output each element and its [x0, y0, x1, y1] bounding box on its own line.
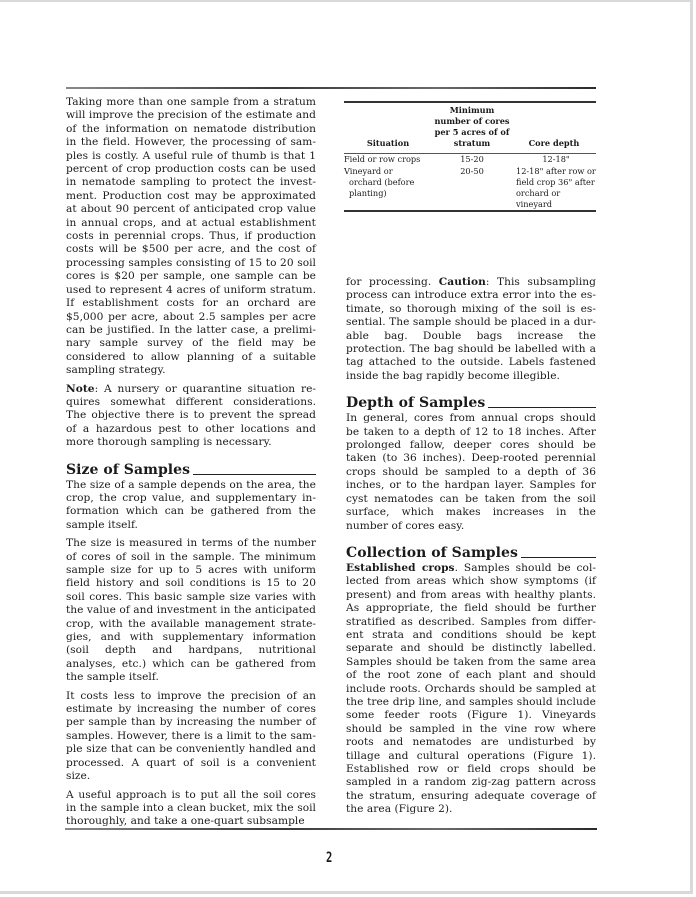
- left-column: [66, 96, 316, 829]
- cell-minimum-cores: 20-50: [460, 165, 484, 176]
- cell-situation: Field or row crops: [344, 154, 421, 165]
- table-row: [344, 154, 596, 165]
- heading-rule: [193, 474, 316, 475]
- situation-line-2: orchard (before planting): [349, 176, 415, 198]
- header-situation: Situation: [366, 138, 410, 149]
- depth-of-samples-heading: [346, 395, 596, 411]
- cell-core-depth: 12-18" after row or field crop 36" after orchard or vineyard: [516, 165, 596, 210]
- caution-paragraph: [346, 276, 596, 383]
- size-paragraph-2: The size is measured in terms of the number of cores of soil in the sample. The minimum sample size for up to 5 acres with uniform field history and soil conditions is 15 to 20 soil cores. This basic sample size varies with the value of and investment in the anticipated crop, with the available management strategies, and with supplementary information (soil depth and hardpans, nutritional analyses, etc.) which can be gathered from the sample itself.: [66, 537, 316, 684]
- cell-minimum-cores: 15-20: [460, 154, 484, 165]
- situation-line-1: Vineyard or: [344, 165, 393, 176]
- size-paragraph-4: A useful approach is to put all the soil cores in the sample into a clean bucket, mix the soil thoroughly, and take a one-quart subsample: [66, 788, 316, 828]
- cell-core-depth: 12-18": [542, 154, 570, 165]
- heading-text: Size of Samples: [66, 461, 191, 478]
- established-crops-label: Established crops: [346, 561, 455, 574]
- heading-rule: [488, 407, 596, 408]
- cell-situation: [344, 166, 432, 211]
- size-paragraph-1: The size of a sample depends on the area, the crop, the crop value, and supplementary information which can be gathered from the sample itself.: [66, 478, 316, 531]
- heading-rule: [521, 557, 596, 558]
- table-body: [344, 154, 596, 210]
- established-crops-paragraph: [346, 562, 596, 817]
- heading-text: Depth of Samples: [346, 395, 486, 412]
- continuation-lead: for processing.: [346, 276, 439, 288]
- header-minimum-cores: Minimum number of cores per 5 acres of of stratum: [434, 104, 510, 149]
- established-crops-text: . Samples should be collected from areas which show symptoms (if present) and from areas with healthy plants. As appropriate, the field should be further stratified as described. Samples from different strata and conditions should be kept separate and should be distinctly labelled. Samples should be taken from the same area of the root zone of each plant and should include roots. Orchards should be sampled at the tree drip line, and samples should include some feeder roots (Figure 1). Vineyards should be sampled in the vine row where roots and nematodes are undisturbed by tillage and cultural operations (Figure 1). Established row or field crops should be sampled in a random zig-zag pattern across the stratum, ensuring adequate coverage of the area (Figure 2).: [346, 561, 596, 816]
- table: [344, 103, 596, 154]
- page-number: 2: [326, 850, 333, 866]
- depth-paragraph: In general, cores from annual crops should be taken to a depth of 12 to 18 inches. After prolonged fallow, deeper cores should be taken (to 36 inches). Deep-rooted perennial crops should be sampled to a depth of 36 inches, or to the hardpan layer. Samples for cyst nematodes can be taken from the soil surface, which makes increases in the number of cores easy.: [346, 412, 596, 532]
- caution-text: : This subsampling process can introduce extra error into the estimate, so thorough mixing of the soil is essential. The sample should be placed in a durable bag. Double bags increase the protection. The bag should be labelled with a tag attached to the outside. Labels fastened inside the bag rapidly become illegible.: [346, 276, 596, 382]
- size-paragraph-3: It costs less to improve the precision of an estimate by increasing the number of cores per sample than by increasing the number of samples. However, there is a limit to the sample size that can be conveniently handled and processed. A quart of soil is a convenient size.: [66, 689, 316, 783]
- header-core-depth: Core depth: [528, 138, 580, 149]
- size-of-samples-heading: [66, 462, 316, 478]
- table-row: [344, 166, 596, 211]
- top-rule: [66, 87, 596, 89]
- bottom-rule: [65, 828, 597, 830]
- table-header-row: [344, 103, 596, 154]
- note-paragraph: [66, 383, 316, 450]
- right-column: [346, 276, 596, 817]
- core-requirements-table: [344, 101, 596, 212]
- table-bottom-rule: [344, 210, 596, 212]
- intro-paragraph: Taking more than one sample from a stratum will improve the precision of the estimate and of the information on nematode distribution in the field. However, the processing of samples is costly. A useful rule of thumb is that 1 percent of crop production costs can be used in nematode sampling to protect the investment. Production cost may be approximated at about 90 percent of anticipated crop value in annual crops, and at actual establishment costs in perennial crops. Thus, if production costs will be $500 per acre, and the cost of processing samples consisting of 15 to 20 soil cores is $20 per sample, one sample can be used to represent 4 acres of uniform stratum. If establishment costs for an orchard are $5,000 per acre, about 2.5 samples per acre can be justified. In the latter case, a preliminary sample survey of the field may be considered to allow planning of a suitable sampling strategy.: [66, 96, 316, 377]
- collection-of-samples-heading: [346, 545, 596, 561]
- heading-text: Collection of Samples: [346, 544, 518, 561]
- note-label: Note: [66, 382, 95, 395]
- caution-label: Caution: [438, 276, 486, 288]
- note-text: : A nursery or quarantine situation requires somewhat different considerations. The objective there is to prevent the spread of a hazardous pest to other locations and more thorough sampling is necessary.: [66, 382, 316, 449]
